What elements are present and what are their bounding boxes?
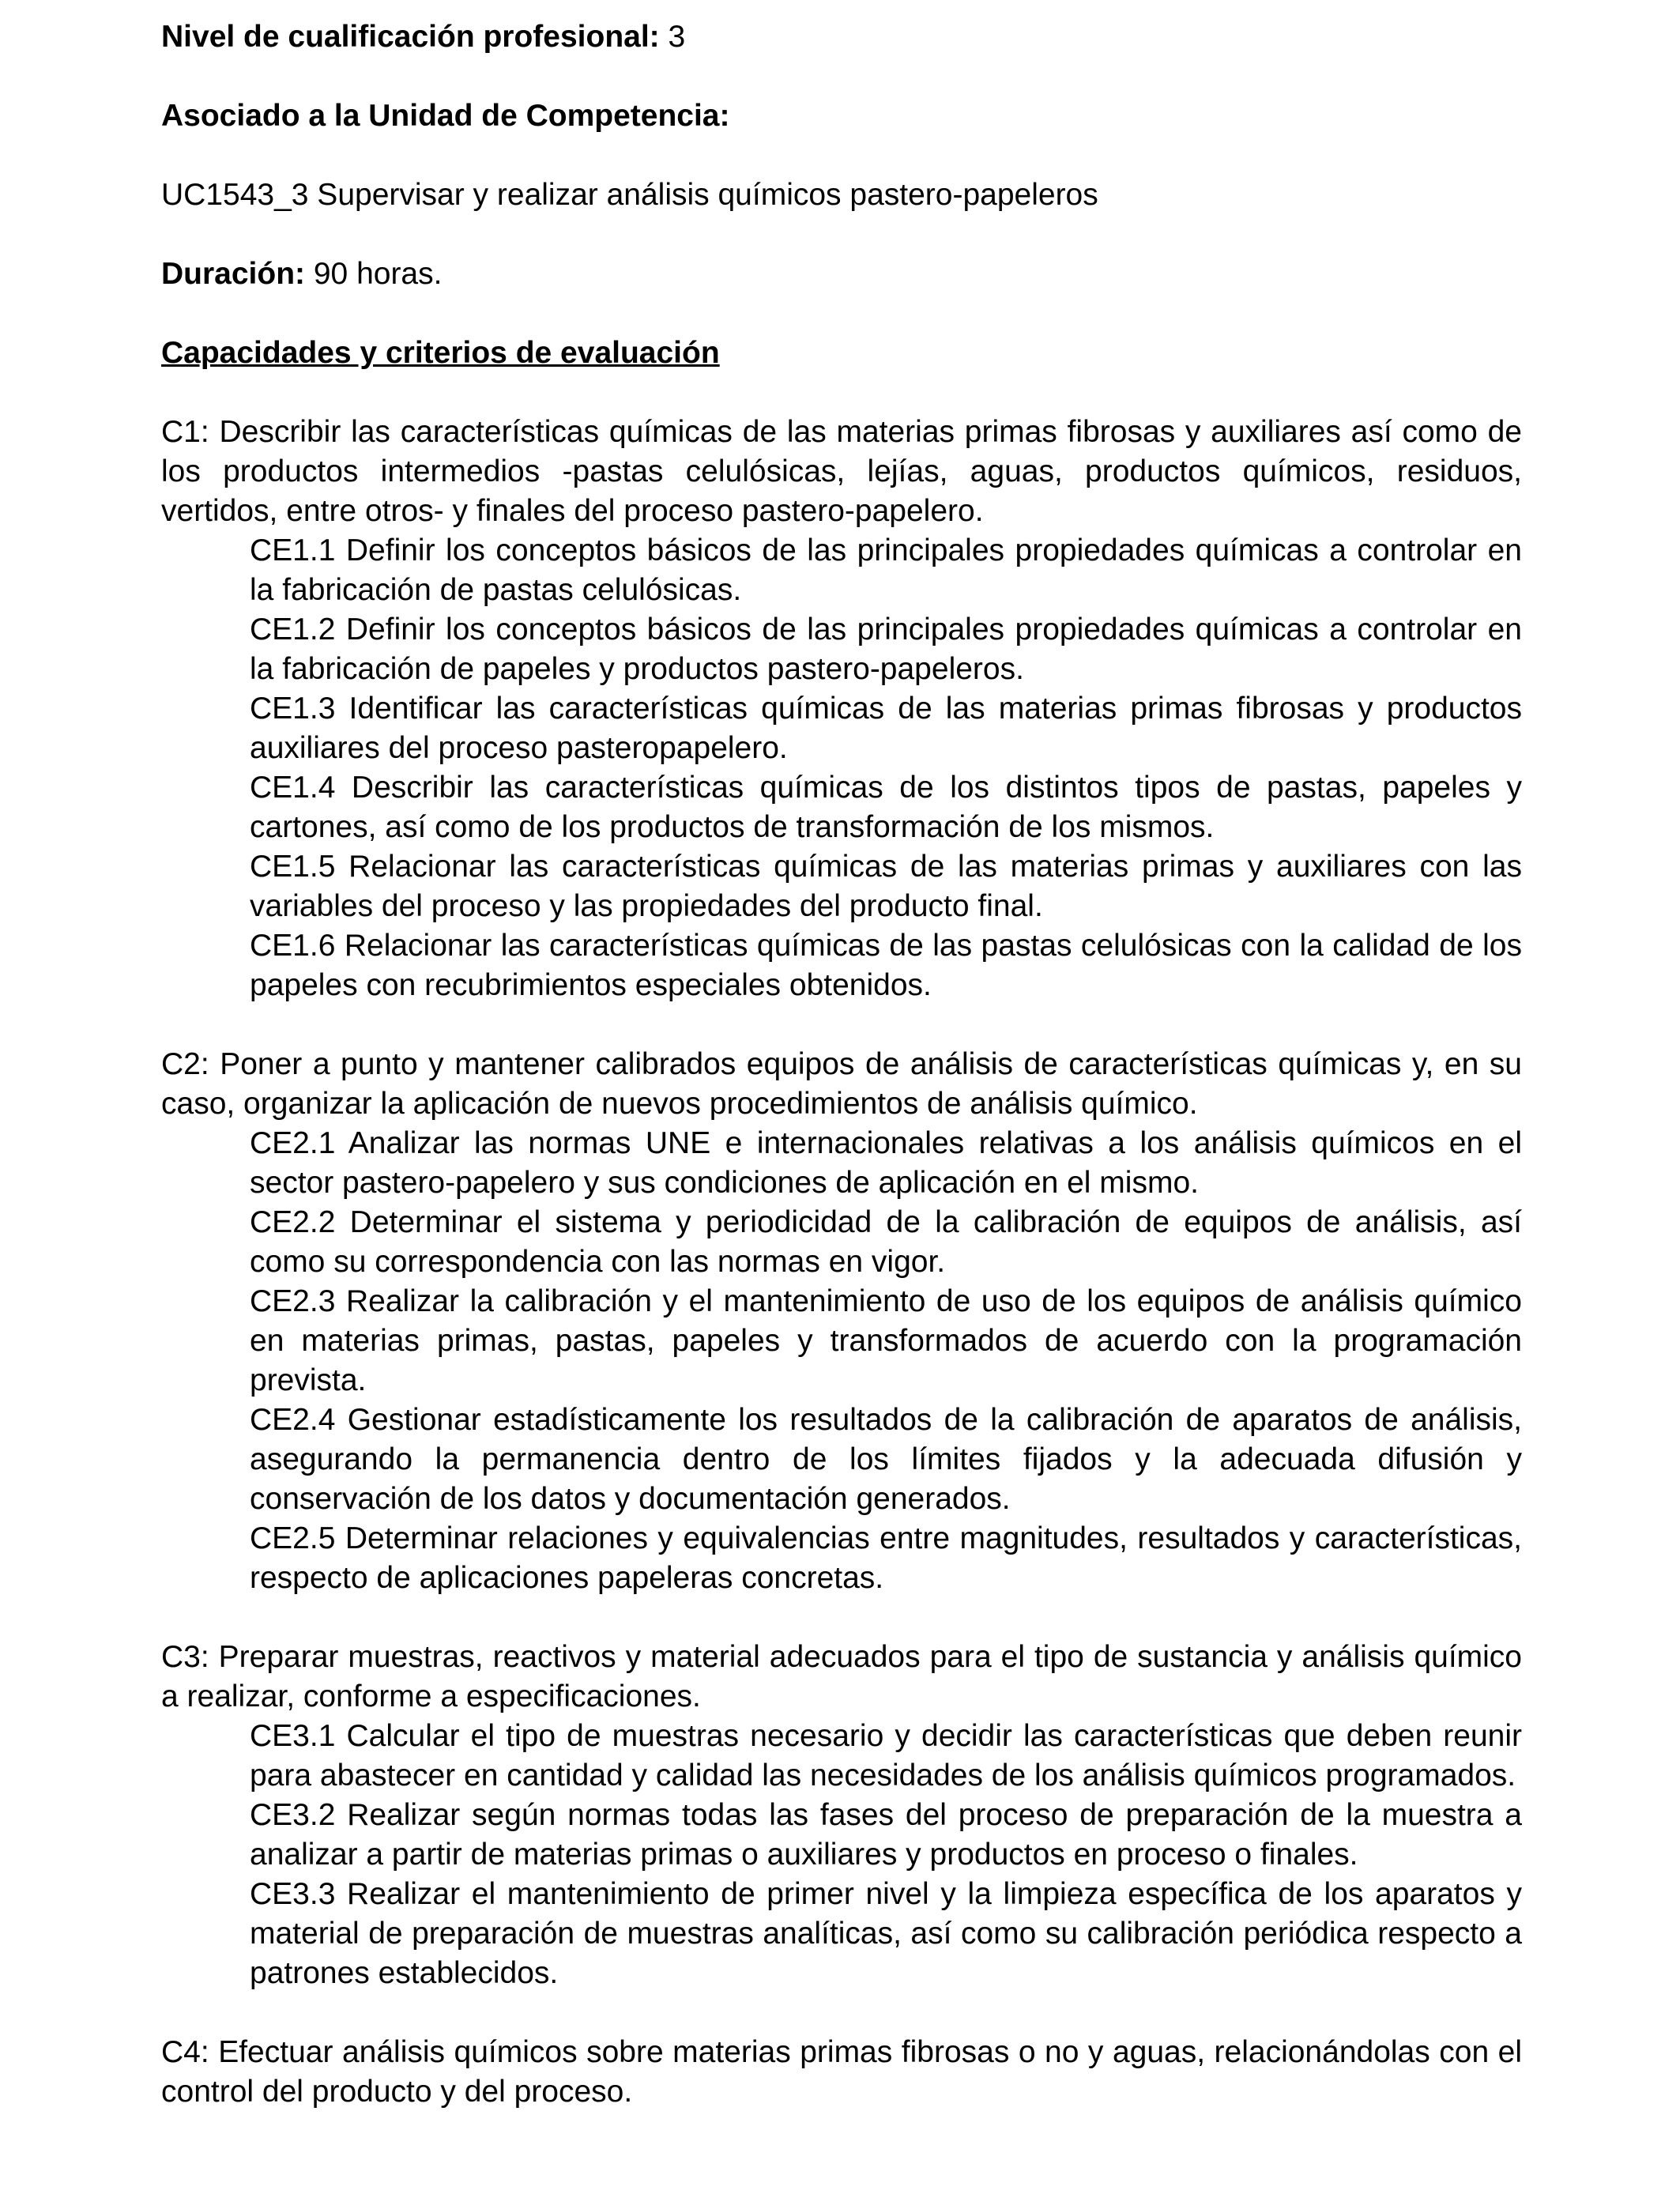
capacidades-list <box>161 413 1522 2112</box>
criterio-ce2-4: CE2.4 Gestionar estadísticamente los resultados de la calibración de aparatos de análisis, asegurando la permanencia dentro de los límites fijados y la adecuada difusión y conservación de los datos y documentación generados. <box>250 1403 1522 1516</box>
capacidad-c4 <box>161 2033 1522 2112</box>
section-title: Capacidades y criterios de evaluación <box>161 336 720 370</box>
criterio-ce3-3: CE3.3 Realizar el mantenimiento de primer nivel y la limpieza específica de los aparatos y material de preparación de muestras analíticas, así como su calibración periódica respecto a patrones establecidos. <box>250 1877 1522 1990</box>
criterio-ce2-5: CE2.5 Determinar relaciones y equivalencias entre magnitudes, resultados y características, respecto de aplicaciones papeleras concretas. <box>250 1521 1522 1595</box>
capacidad-c1 <box>161 413 1522 1005</box>
capacidad-c2 <box>161 1045 1522 1598</box>
capacidad-text: C2: Poner a punto y mantener calibrados equipos de análisis de características químicas y, en su caso, organizar la aplicación de nuevos procedimientos de análisis químico. <box>161 1047 1522 1121</box>
nivel-value: 3 <box>659 20 686 54</box>
nivel-cualificacion <box>161 17 1522 57</box>
unidad-competencia: UC1543_3 Supervisar y realizar análisis químicos pastero-papeleros <box>161 178 1098 212</box>
duracion-value: 90 horas. <box>305 257 443 291</box>
criterio-ce1-6: CE1.6 Relacionar las características químicas de las pastas celulósicas con la calidad de los papeles con recubrimientos especiales obtenidos. <box>250 929 1522 1002</box>
capacidad-c3 <box>161 1638 1522 1993</box>
criterio-ce2-3: CE2.3 Realizar la calibración y el mantenimiento de uso de los equipos de análisis químico en materias primas, pastas, papeles y transformados de acuerdo con la programación prevista. <box>250 1284 1522 1397</box>
criterio-ce1-1: CE1.1 Definir los conceptos básicos de las principales propiedades químicas a controlar en la fabricación de pastas celulósicas. <box>250 533 1522 607</box>
document-page <box>161 17 1522 2112</box>
capacidad-text: C4: Efectuar análisis químicos sobre materias primas fibrosas o no y aguas, relacionándolas con el control del producto y del proceso. <box>161 2035 1522 2109</box>
criterio-ce2-1: CE2.1 Analizar las normas UNE e internacionales relativas a los análisis químicos en el sector pastero-papelero y sus condiciones de aplicación en el mismo. <box>250 1126 1522 1200</box>
nivel-label: Nivel de cualificación profesional: <box>161 20 660 54</box>
criterio-ce2-2: CE2.2 Determinar el sistema y periodicidad de la calibración de equipos de análisis, así como su correspondencia con las normas en vigor. <box>250 1205 1522 1279</box>
asociado-heading: Asociado a la Unidad de Competencia: <box>161 99 730 133</box>
duracion-label: Duración: <box>161 257 306 291</box>
criterio-ce3-2: CE3.2 Realizar según normas todas las fases del proceso de preparación de la muestra a analizar a partir de materias primas o auxiliares y productos en proceso o finales. <box>250 1798 1522 1872</box>
criterio-ce3-1: CE3.1 Calcular el tipo de muestras necesario y decidir las características que deben reunir para abastecer en cantidad y calidad las necesidades de los análisis químicos programados. <box>250 1719 1522 1793</box>
criterio-ce1-3: CE1.3 Identificar las características químicas de las materias primas fibrosas y productos auxiliares del proceso pasteropapelero. <box>250 692 1522 765</box>
capacidad-text: C1: Describir las características químicas de las materias primas fibrosas y auxiliares así como de los productos intermedios -pastas celulósicas, lejías, aguas, productos químicos, residuos, vertidos, entre otros- y finales del proceso pastero-papelero. <box>161 415 1522 528</box>
duracion <box>161 254 1522 294</box>
criterio-ce1-5: CE1.5 Relacionar las características químicas de las materias primas y auxiliares con las variables del proceso y las propiedades del producto final. <box>250 850 1522 923</box>
criterio-ce1-4: CE1.4 Describir las características químicas de los distintos tipos de pastas, papeles y cartones, así como de los productos de transformación de los mismos. <box>250 771 1522 844</box>
capacidad-text: C3: Preparar muestras, reactivos y material adecuados para el tipo de sustancia y análisis químico a realizar, conforme a especificaciones. <box>161 1640 1522 1713</box>
criterio-ce1-2: CE1.2 Definir los conceptos básicos de las principales propiedades químicas a controlar en la fabricación de papeles y productos pastero-papeleros. <box>250 613 1522 686</box>
